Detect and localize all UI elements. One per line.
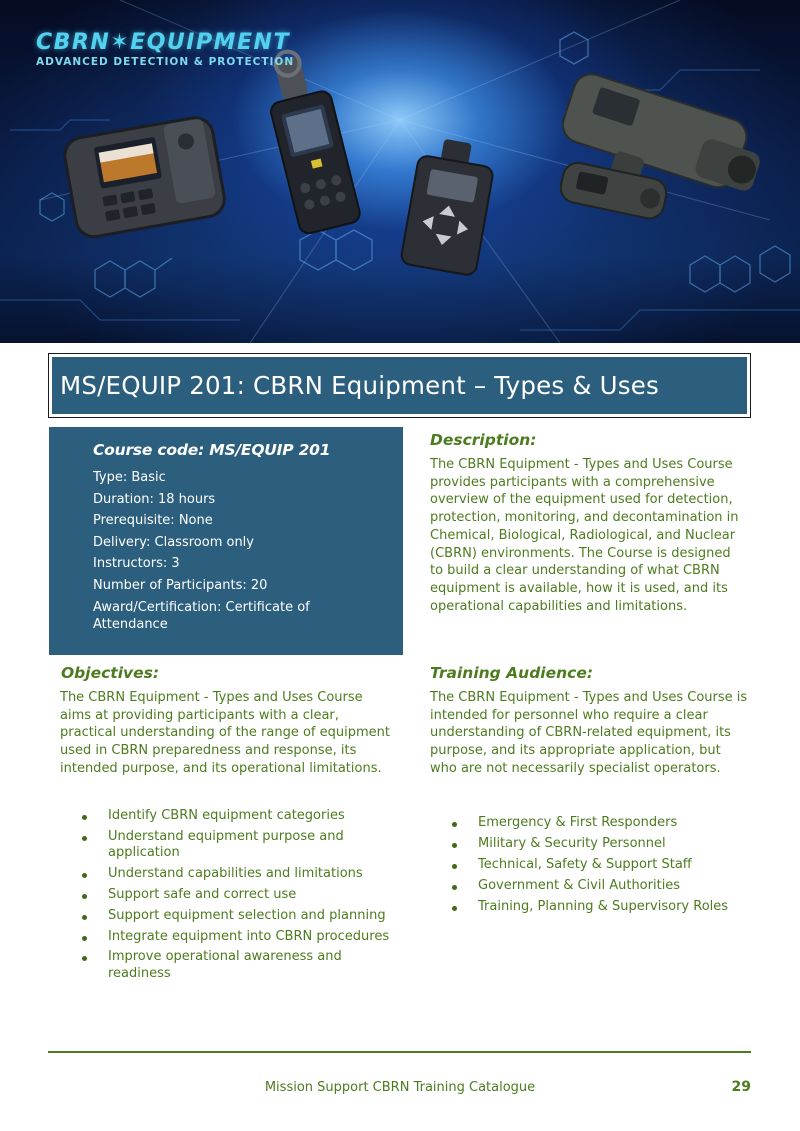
list-item: Integrate equipment into CBRN procedures xyxy=(78,929,398,946)
page-title: MS/EQUIP 201: CBRN Equipment – Types & Uses xyxy=(60,371,659,400)
brand-title: CBRN✶EQUIPMENT xyxy=(36,30,290,55)
audience-heading: Training Audience: xyxy=(430,664,594,682)
list-item: Technical, Safety & Support Staff xyxy=(448,857,758,874)
list-item: Emergency & First Responders xyxy=(448,815,758,832)
course-duration: Duration: 18 hours xyxy=(93,491,216,507)
audience-text: The CBRN Equipment - Types and Uses Course is intended for personnel who require a clear understanding of CBRN-related equipment, its purpose, and its appropriate application, but who are not necessarily specialist operators. xyxy=(430,690,748,776)
course-type: Type: Basic xyxy=(93,470,166,485)
list-item: Improve operational awareness and readiness xyxy=(78,949,398,982)
course-award: Award/Certification: Certificate of Attendance xyxy=(93,599,310,632)
course-instructors: Instructors: 3 xyxy=(93,556,180,572)
footer-divider xyxy=(48,1051,751,1053)
list-item: Understand capabilities and limitations xyxy=(78,866,398,883)
list-item: Military & Security Personnel xyxy=(448,836,758,853)
list-item: Government & Civil Authorities xyxy=(448,878,758,895)
brand-logo xyxy=(36,30,294,68)
objectives-list xyxy=(78,808,398,987)
list-item: Identify CBRN equipment categories xyxy=(78,808,398,825)
description-text: The CBRN Equipment - Types and Uses Course provides participants with a comprehensive overview of the equipment used for detection, protection, monitoring, and decontamination in Chemical, Biological, Radiological, and Nuclear (CBRN) environments. The Course is designed to build a clear understanding of what CBRN equipment is available, how it is used, and its operational capabilities and limitations. xyxy=(430,457,739,614)
course-info-panel xyxy=(49,427,403,655)
list-item: Support safe and correct use xyxy=(78,887,398,904)
objectives-heading: Objectives: xyxy=(61,664,160,682)
audience-list xyxy=(448,815,758,920)
description-heading: Description: xyxy=(430,431,537,449)
list-item: Understand equipment purpose and application xyxy=(78,829,398,862)
course-title-box xyxy=(48,353,751,418)
course-code: Course code: MS/EQUIP 201 xyxy=(93,441,331,459)
course-participants: Number of Participants: 20 xyxy=(93,577,268,593)
page-number: 29 xyxy=(731,1079,751,1095)
course-delivery: Delivery: Classroom only xyxy=(93,534,254,550)
brand-subtitle: ADVANCED DETECTION & PROTECTION xyxy=(36,56,295,68)
objectives-text: The CBRN Equipment - Types and Uses Course aims at providing participants with a clear, practical understanding of the range of equipment used in CBRN preparedness and response, its intended purpose, and its operational limitations. xyxy=(60,690,390,776)
course-title-bar xyxy=(52,357,747,414)
course-prerequisite: Prerequisite: None xyxy=(93,513,213,529)
list-item: Training, Planning & Supervisory Roles xyxy=(448,899,758,916)
footer-catalogue-title: Mission Support CBRN Training Catalogue xyxy=(264,1080,536,1095)
list-item: Support equipment selection and planning xyxy=(78,908,398,925)
header-banner xyxy=(0,0,800,343)
